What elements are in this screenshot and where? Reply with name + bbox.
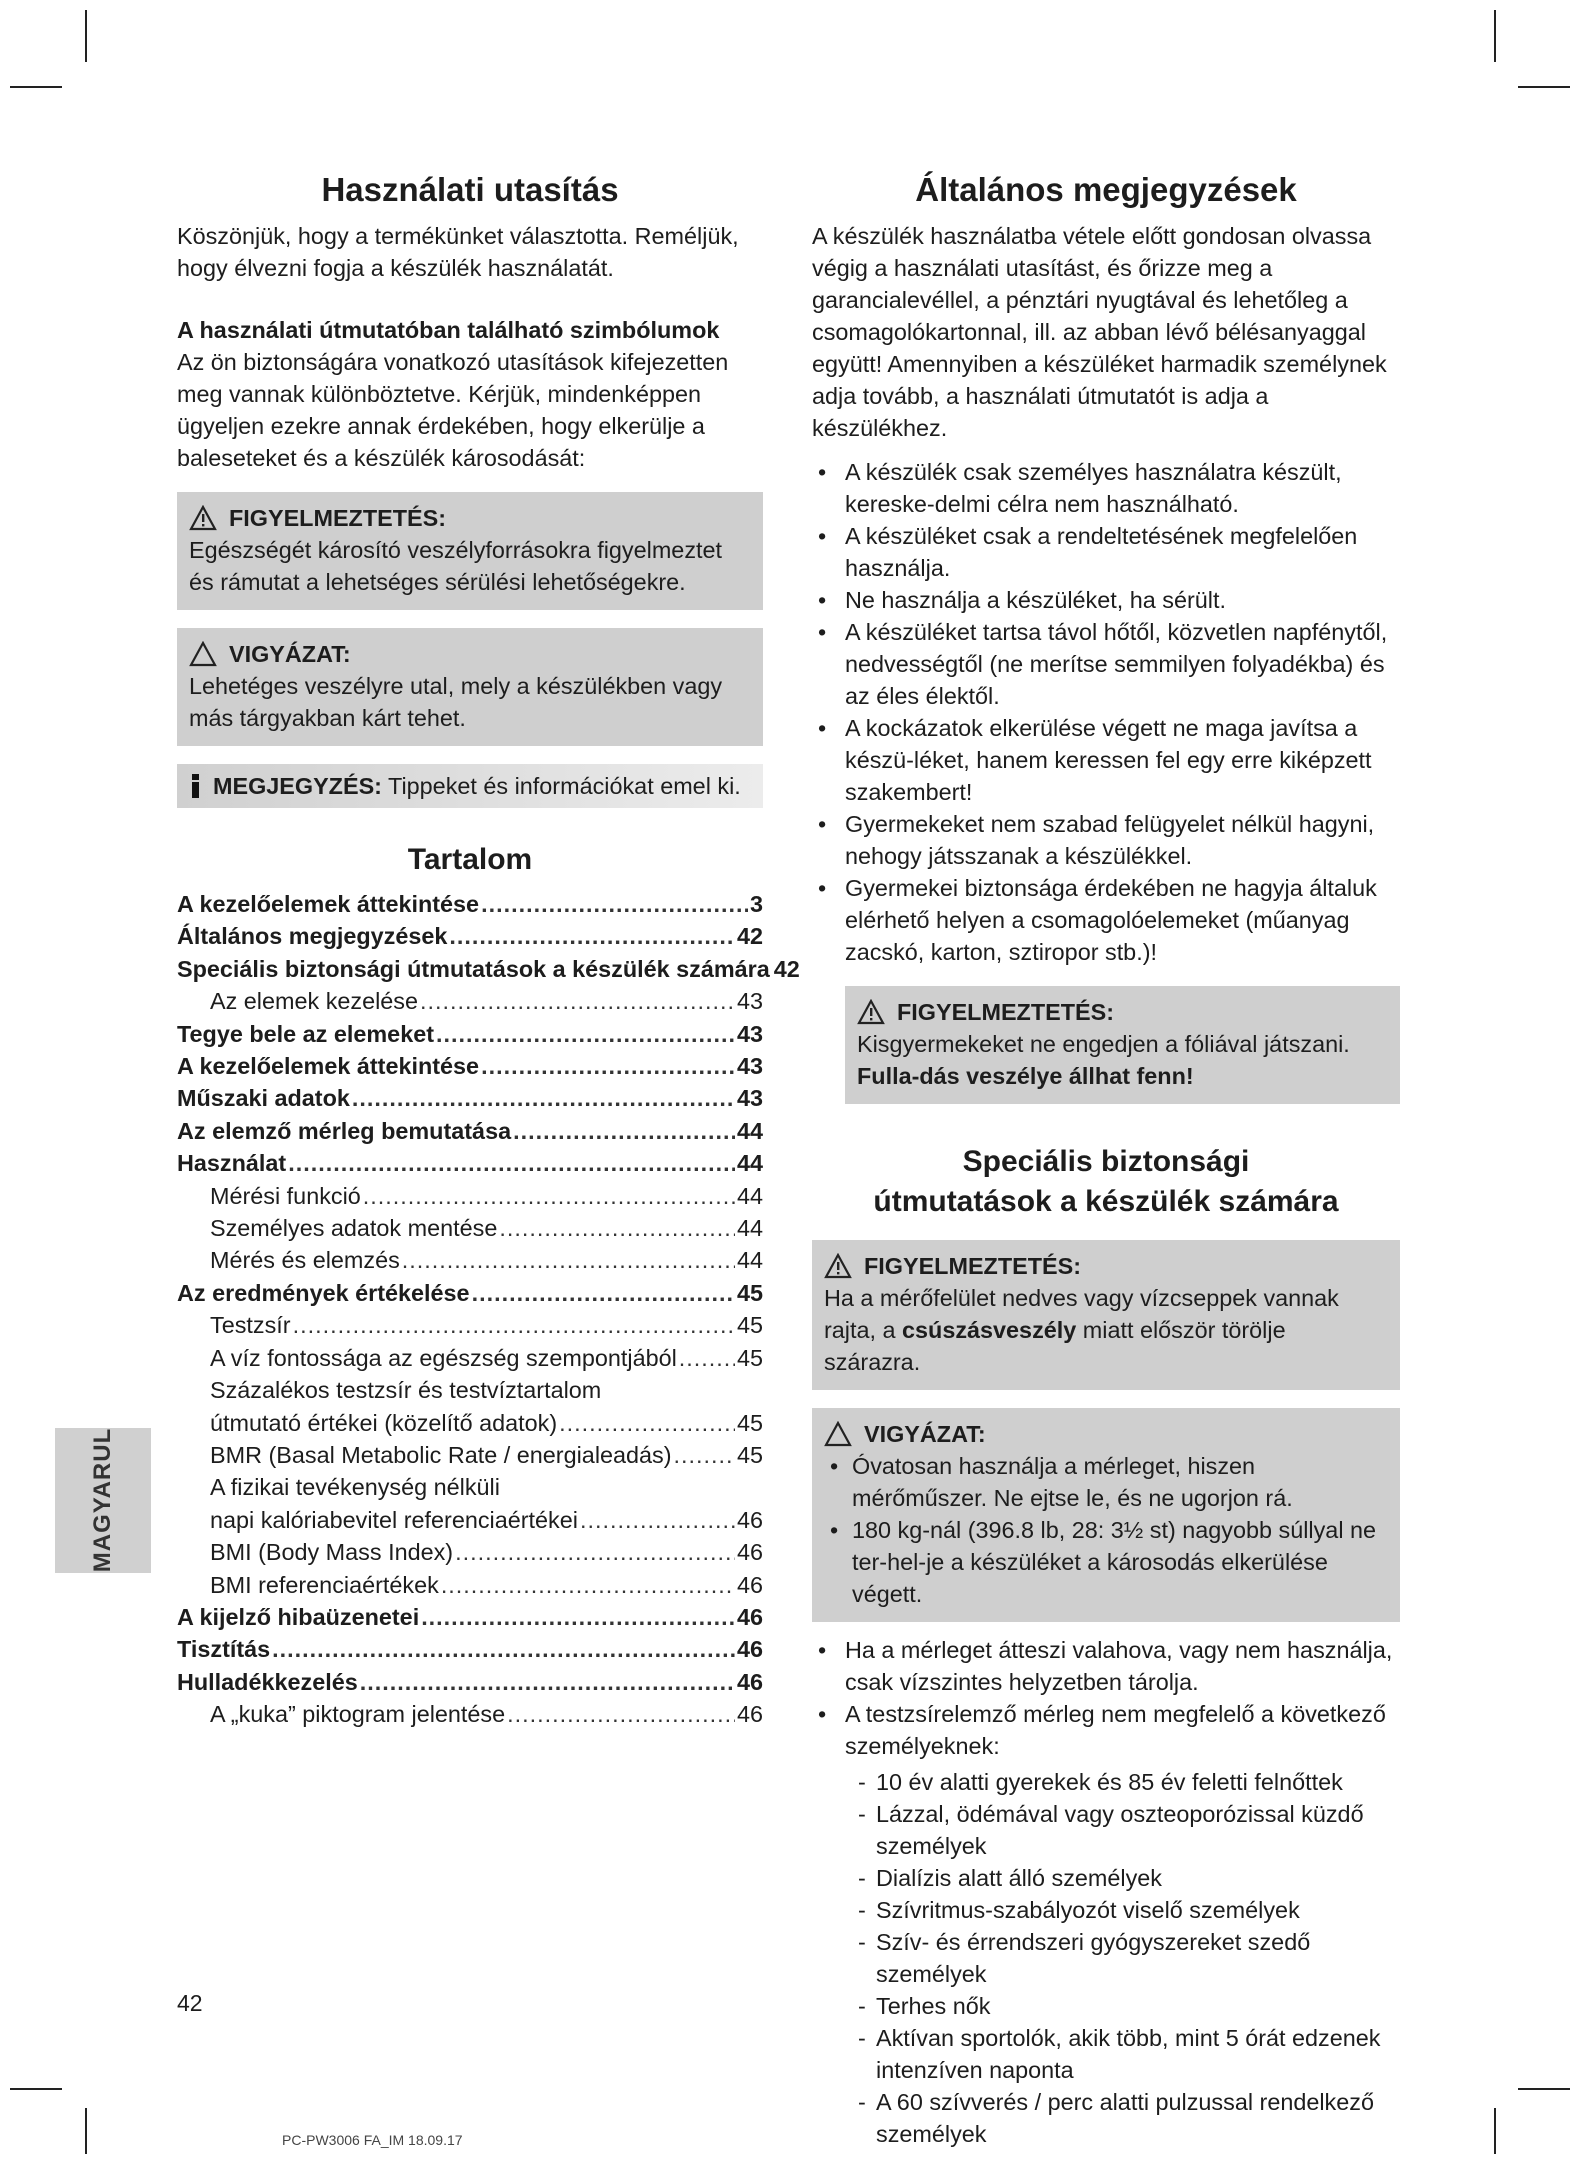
- special-title-line-1: Speciális biztonsági: [962, 1145, 1250, 1178]
- note-text: Tippeket és információkat emel ki.: [388, 773, 741, 799]
- excluded-persons-list: [812, 1766, 1400, 2150]
- toc-entry-page: 45: [736, 1312, 763, 1339]
- toc-leader-dots: [421, 1601, 735, 1633]
- list-item: • 180 kg-nál (396.8 lb, 28: 3½ st) nagyobb súllyal ne ter-hel-je a készüléket a károsodás elkerülése végett.: [824, 1514, 1388, 1610]
- caution-icon: [824, 1421, 852, 1447]
- special-safety-title: [812, 1142, 1400, 1222]
- note-box: [177, 764, 763, 808]
- right-column: [812, 170, 1400, 2150]
- toc-entry[interactable]: [177, 985, 763, 1017]
- warning-bold-text: Fulla-dás veszélye állhat fenn!: [857, 1063, 1194, 1089]
- list-item: - A 60 szívverés / perc alatti pulzussal rendelkező személyek: [854, 2086, 1400, 2150]
- toc-entry[interactable]: [177, 1309, 763, 1341]
- toc-entry-title: Általános megjegyzések: [177, 923, 448, 950]
- note-label: MEGJEGYZÉS:: [213, 773, 382, 799]
- toc-title: Tartalom: [407, 843, 533, 876]
- toc-entry-page: 44: [736, 1215, 763, 1242]
- toc-entry[interactable]: [177, 1569, 763, 1601]
- toc-entry-page: 46: [736, 1539, 763, 1566]
- toc-leader-dots: [449, 920, 735, 952]
- toc-entry-title: Az eredmények értékelése: [177, 1279, 470, 1306]
- toc-entry[interactable]: [177, 953, 800, 985]
- general-notes-intro: A készülék használatba vétele előtt gondosan olvassa végig a használati utasítást, és őrizze meg a garancialevéllel, a pénztári nyugtával és lehetőleg a csomagolókartonnal, ill. az abban lévő bélésanyaggal együtt! Amennyiben a készüléket harmadik személynek adja tovább, a használati útmutatót is adja a készülékhez.: [812, 223, 1387, 441]
- warning-icon: [189, 505, 217, 531]
- language-side-tab: [55, 1428, 151, 1573]
- toc-entry-title: Testzsír: [210, 1312, 291, 1339]
- toc-entry-title: Műszaki adatok: [177, 1085, 350, 1112]
- toc-entry-title: BMI referenciaértékek: [210, 1571, 439, 1598]
- toc-entry-page: 44: [736, 1150, 763, 1177]
- list-item: • Gyermekei biztonsága érdekében ne hagyja általuk elérhető helyen a csomagolóelemeket (műanyag zacskó, karton, sztiropor stb.)!: [812, 872, 1400, 968]
- toc-leader-dots: [481, 1050, 735, 1082]
- caution-list: [824, 1450, 1388, 1610]
- toc-leader-dots: [472, 1277, 735, 1309]
- table-of-contents: [177, 888, 800, 1731]
- toc-entry[interactable]: [177, 1342, 763, 1374]
- crop-mark: [10, 2088, 62, 2090]
- list-item: • Gyermekeket nem szabad felügyelet nélkül hagyni, nehogy játsszanak a készülékkel.: [812, 808, 1400, 872]
- caution-box-scale: [812, 1408, 1400, 1622]
- caution-label: VIGYÁZAT:: [229, 641, 351, 667]
- symbols-text: Az ön biztonságára vonatkozó utasítások kifejezetten meg vannak különböztetve. Kérjük, mindenképpen ügyeljen ezekre annak érdekében, hogy elkerülje a baleseteket és a készülék károsodását:: [177, 349, 729, 471]
- toc-entry-title: Mérési funkció: [210, 1182, 361, 1209]
- toc-entry-page: 46: [736, 1668, 763, 1695]
- toc-leader-dots: [363, 1180, 735, 1212]
- toc-entry-title: Tisztítás: [177, 1636, 271, 1663]
- toc-leader-dots: [441, 1569, 735, 1601]
- toc-entry[interactable]: [177, 920, 763, 952]
- toc-entry[interactable]: [177, 1407, 763, 1439]
- toc-entry[interactable]: [177, 1212, 763, 1244]
- toc-entry[interactable]: [177, 1082, 763, 1114]
- toc-entry-page: 45: [736, 1441, 763, 1468]
- page-title: Használati utasítás: [321, 171, 619, 208]
- toc-entry[interactable]: [177, 1633, 763, 1665]
- toc-entry-page: 44: [736, 1182, 763, 1209]
- toc-entry-page: 43: [736, 988, 763, 1015]
- caution-icon: [189, 641, 217, 667]
- toc-entry[interactable]: [177, 1018, 763, 1050]
- toc-leader-dots: [293, 1309, 735, 1341]
- crop-mark: [85, 10, 87, 62]
- toc-entry-page: 43: [736, 1020, 763, 1047]
- toc-entry-title: útmutató értékei (közelítő adatok): [210, 1409, 558, 1436]
- toc-leader-dots: [559, 1407, 735, 1439]
- toc-entry[interactable]: [177, 1439, 763, 1471]
- toc-entry-title: Mérés és elemzés: [210, 1247, 400, 1274]
- toc-entry-page: 43: [736, 1085, 763, 1112]
- toc-entry[interactable]: [177, 1115, 763, 1147]
- warning-box-children: [845, 986, 1400, 1104]
- warning-label: FIGYELMEZTETÉS:: [897, 999, 1115, 1025]
- toc-entry-page: 46: [736, 1636, 763, 1663]
- side-tab-label: MAGYARUL: [89, 1427, 116, 1573]
- toc-leader-dots: [272, 1633, 735, 1665]
- caution-label: VIGYÁZAT:: [864, 1421, 986, 1447]
- toc-entry-title: A fizikai tevékenység nélküli: [210, 1474, 500, 1501]
- toc-entry[interactable]: [177, 1536, 763, 1568]
- toc-entry[interactable]: [177, 1698, 763, 1730]
- crop-mark: [10, 86, 62, 88]
- toc-leader-dots: [674, 1439, 735, 1471]
- toc-entry-title: Az elemek kezelése: [210, 988, 419, 1015]
- list-item: • A kockázatok elkerülése végett ne maga javítsa a készü-léket, hanem keressen fel egy erre kiképzett szakembert!: [812, 712, 1400, 808]
- list-item: - Szívritmus-szabályozót viselő személyek: [854, 1894, 1400, 1926]
- toc-leader-dots: [402, 1244, 735, 1276]
- toc-entry[interactable]: [177, 1504, 763, 1536]
- general-notes-title: Általános megjegyzések: [915, 171, 1297, 208]
- warning-icon: [857, 999, 885, 1025]
- toc-entry-page: 45: [736, 1279, 763, 1306]
- crop-mark: [1494, 2108, 1496, 2154]
- warning-text: Ha a mérőfelület nedves vagy vízcseppek vannak rajta, a: [824, 1285, 1339, 1343]
- list-item: - Dialízis alatt álló személyek: [854, 1862, 1400, 1894]
- list-item: - Szív- és érrendszeri gyógyszereket szedő személyek: [854, 1926, 1400, 1990]
- toc-leader-dots: [360, 1666, 735, 1698]
- warning-label: FIGYELMEZTETÉS:: [864, 1253, 1082, 1279]
- toc-entry[interactable]: [177, 1147, 763, 1179]
- toc-entry-title: BMR (Basal Metabolic Rate / energialeadás): [210, 1441, 672, 1468]
- list-item: • A készüléket csak a rendeltetésének megfelelően használja.: [812, 520, 1400, 584]
- list-item: - 10 év alatti gyerekek és 85 év feletti felnőttek: [854, 1766, 1400, 1798]
- toc-leader-dots: [513, 1115, 735, 1147]
- list-item: • A készülék csak személyes használatra készült, kereske-delmi célra nem használható.: [812, 456, 1400, 520]
- warning-text-end: miatt először törölje szárazra.: [824, 1317, 1286, 1375]
- toc-entry-title: Az elemző mérleg bemutatása: [177, 1117, 512, 1144]
- list-item: • A testzsírelemző mérleg nem megfelelő a következő személyeknek:: [812, 1698, 1400, 1762]
- info-icon: [189, 773, 203, 799]
- toc-entry-page: 46: [736, 1571, 763, 1598]
- toc-entry-title: Használat: [177, 1150, 287, 1177]
- toc-entry[interactable]: [177, 888, 763, 920]
- toc-entry[interactable]: [177, 1244, 763, 1276]
- warning-box: [177, 492, 763, 610]
- toc-leader-dots: [352, 1082, 735, 1114]
- warning-text: Kisgyermekeket ne engedjen a fóliával játszani.: [857, 1031, 1350, 1057]
- warning-bold-text: csúszásveszély: [902, 1317, 1077, 1343]
- toc-entry-title: A víz fontossága az egészség szempontjából: [210, 1344, 677, 1371]
- toc-entry-title: Személyes adatok mentése: [210, 1215, 498, 1242]
- list-item: - Aktívan sportolók, akik több, mint 5 órát edzenek intenzíven naponta: [854, 2022, 1400, 2086]
- toc-entry-page: 43: [736, 1053, 763, 1080]
- toc-leader-dots: [499, 1212, 735, 1244]
- footer-code: PC-PW3006 FA_IM 18.09.17: [282, 2132, 463, 2148]
- toc-leader-dots: [288, 1147, 735, 1179]
- toc-entry-page: 45: [736, 1344, 763, 1371]
- page-number: 42: [177, 1990, 203, 2016]
- toc-leader-dots: [436, 1018, 735, 1050]
- toc-entry-title: Százalékos testzsír és testvíztartalom: [210, 1377, 602, 1404]
- toc-entry-title: Hulladékkezelés: [177, 1668, 358, 1695]
- list-item: • Óvatosan használja a mérleget, hiszen mérőműszer. Ne ejtse le, és ne ugorjon rá.: [824, 1450, 1388, 1514]
- toc-entry-title: Tegye bele az elemeket: [177, 1020, 434, 1047]
- crop-mark: [1494, 10, 1496, 62]
- toc-entry-page: 44: [736, 1117, 763, 1144]
- toc-leader-dots: [420, 985, 735, 1017]
- toc-entry-page: 42: [736, 923, 763, 950]
- toc-entry-page: 46: [736, 1506, 763, 1533]
- warning-text: Egészségét károsító veszélyforrásokra figyelmeztet és rámutat a lehetséges sérülési lehetőségekre.: [189, 537, 723, 595]
- warning-icon: [824, 1253, 852, 1279]
- toc-entry-title: Speciális biztonsági útmutatások a készülék számára: [177, 955, 770, 982]
- toc-entry-title: A kijelző hibaüzenetei: [177, 1603, 420, 1630]
- list-item: - Terhes nők: [854, 1990, 1400, 2022]
- toc-entry[interactable]: [177, 1277, 763, 1309]
- toc-entry[interactable]: [177, 1374, 763, 1406]
- toc-entry-title: A „kuka” piktogram jelentése: [210, 1701, 506, 1728]
- warning-box-slip: [812, 1240, 1400, 1390]
- left-column: [177, 170, 800, 1731]
- special-title-line-2: útmutatások a készülék számára: [873, 1185, 1339, 1218]
- toc-leader-dots: [507, 1698, 735, 1730]
- list-item: • Ha a mérleget átteszi valahova, vagy nem használja, csak vízszintes helyzetben tárolja.: [812, 1634, 1400, 1698]
- intro-text: Köszönjük, hogy a termékünket választotta. Reméljük, hogy élvezni fogja a készülék használatát.: [177, 223, 739, 281]
- toc-entry[interactable]: [177, 1471, 763, 1503]
- toc-entry-title: BMI (Body Mass Index): [210, 1539, 454, 1566]
- toc-entry[interactable]: [177, 1666, 763, 1698]
- toc-entry-page: 45: [736, 1409, 763, 1436]
- toc-leader-dots: [580, 1504, 735, 1536]
- toc-entry-page: 46: [736, 1603, 763, 1630]
- crop-mark: [1518, 86, 1570, 88]
- toc-entry-page: 44: [736, 1247, 763, 1274]
- toc-entry-title: A kezelőelemek áttekintése: [177, 1053, 480, 1080]
- toc-leader-dots: [455, 1536, 735, 1568]
- toc-entry-page: 46: [736, 1701, 763, 1728]
- toc-entry-page: 3: [749, 891, 763, 917]
- symbols-heading: A használati útmutatóban található szimbólumok: [177, 317, 720, 343]
- toc-entry[interactable]: [177, 1050, 763, 1082]
- toc-entry-page: 42: [773, 955, 800, 982]
- caution-text: Lehetéges veszélyre utal, mely a készülékben vagy más tárgyakban kárt tehet.: [189, 673, 723, 731]
- general-notes-list: [812, 456, 1400, 968]
- toc-entry-title: napi kalóriabevitel referenciaértékei: [210, 1506, 578, 1533]
- usage-notes-list: [812, 1634, 1400, 1762]
- warning-label: FIGYELMEZTETÉS:: [229, 505, 447, 531]
- caution-box: [177, 628, 763, 746]
- toc-leader-dots: [679, 1342, 735, 1374]
- toc-leader-dots: [481, 888, 748, 920]
- list-item: • Ne használja a készüléket, ha sérült.: [812, 584, 1400, 616]
- toc-entry-title: A kezelőelemek áttekintése: [177, 891, 480, 917]
- toc-entry[interactable]: [177, 1180, 763, 1212]
- toc-entry[interactable]: [177, 1601, 763, 1633]
- list-item: • A készüléket tartsa távol hőtől, közvetlen napfénytől, nedvességtől (ne merítse semmilyen folyadékba) és az éles élektől.: [812, 616, 1400, 712]
- crop-mark: [1518, 2088, 1570, 2090]
- crop-mark: [85, 2108, 87, 2154]
- list-item: - Lázzal, ödémával vagy oszteoporózissal küzdő személyek: [854, 1798, 1400, 1862]
